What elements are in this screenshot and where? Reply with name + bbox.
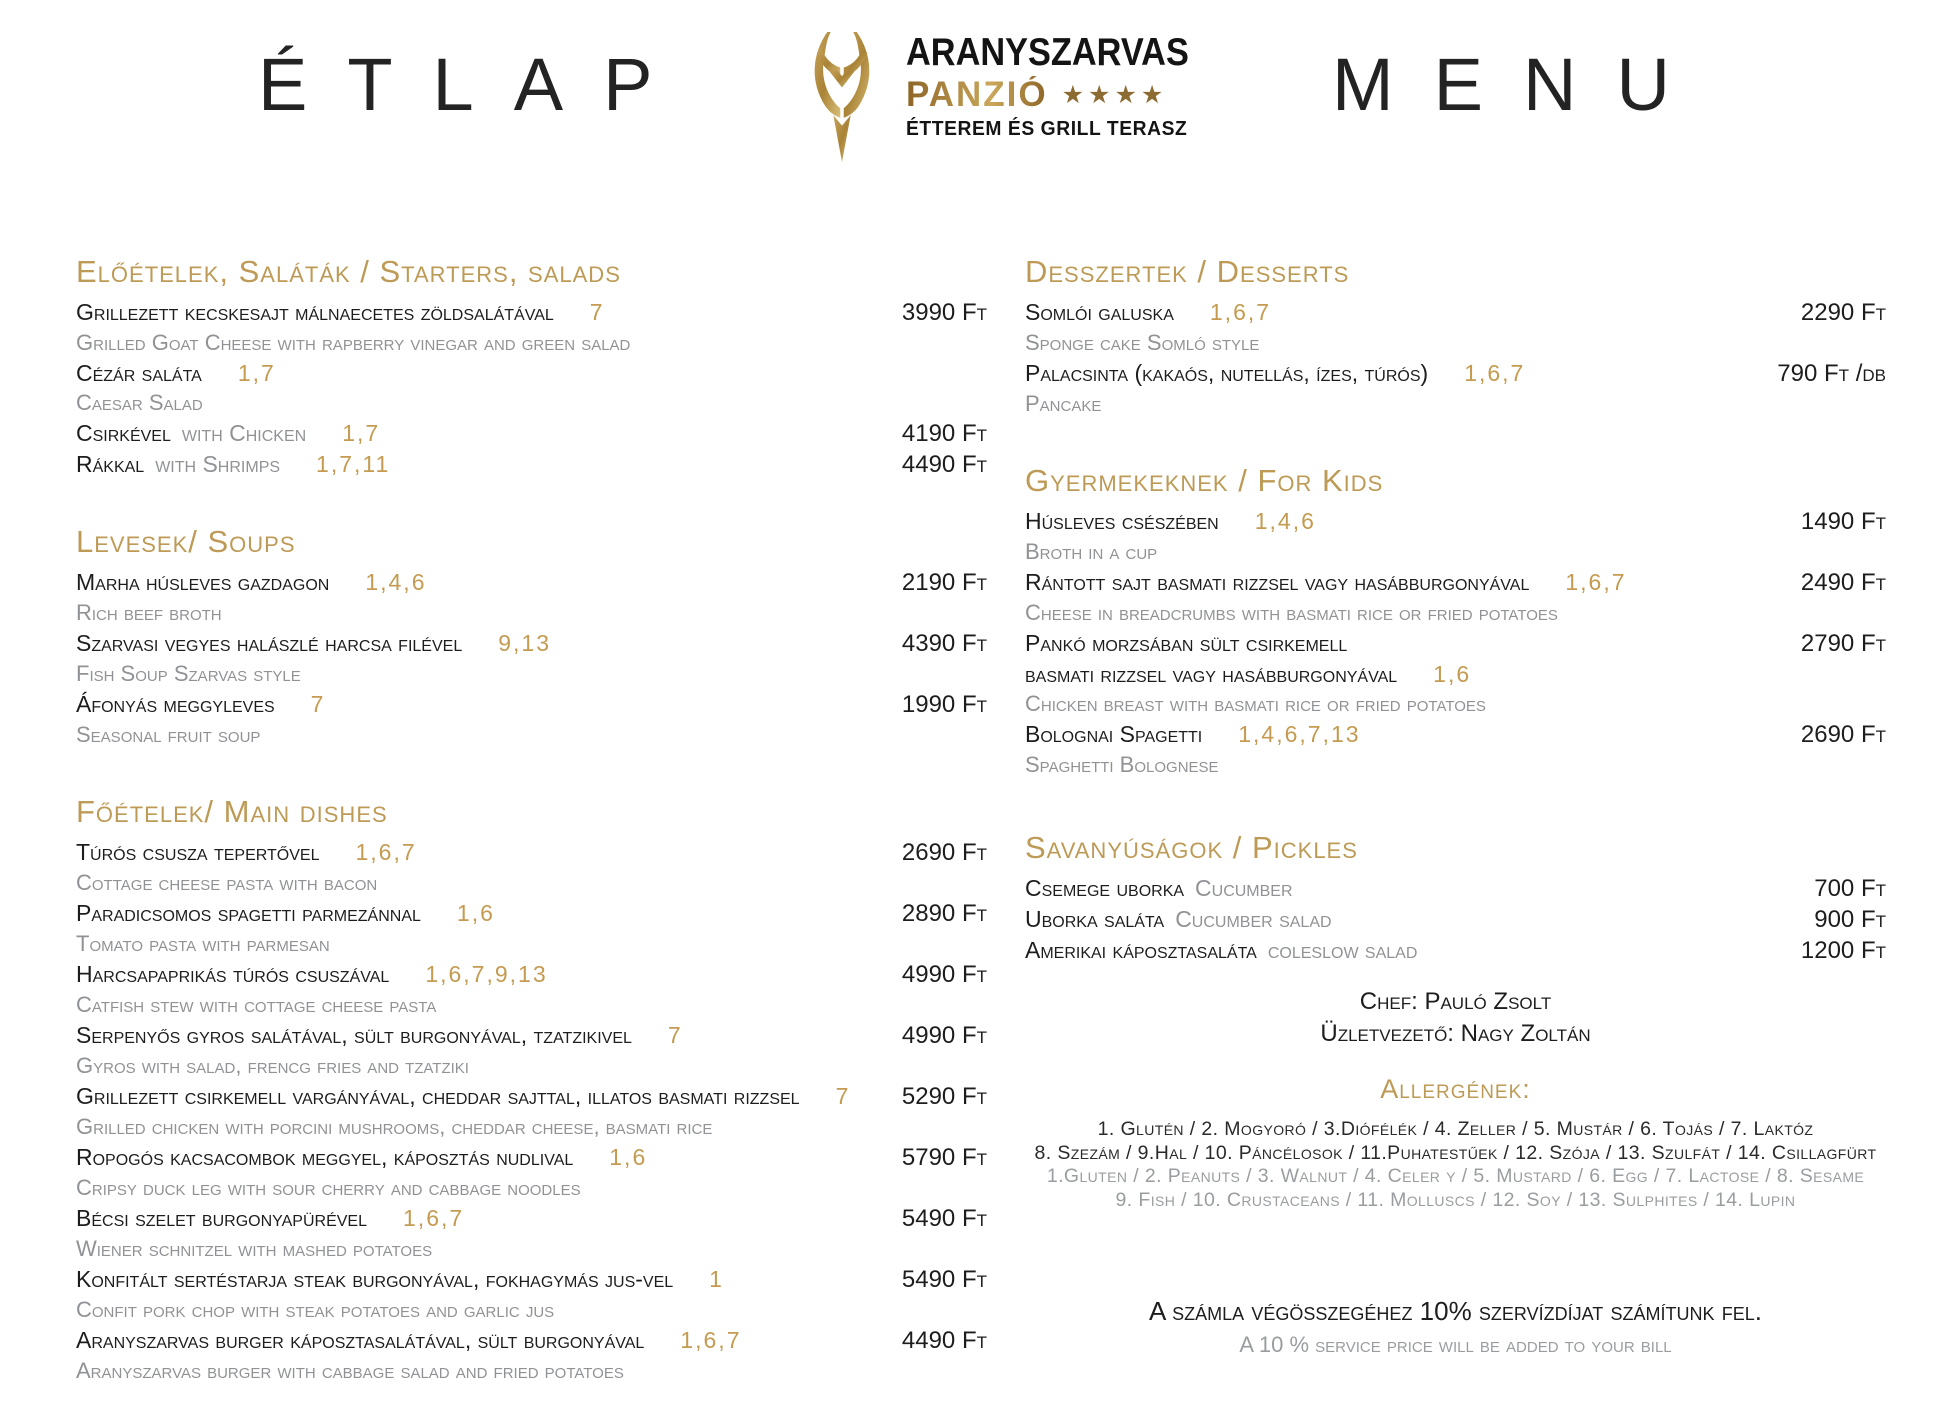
dish-name: Konfitált sertéstarja steak burgonyával, fokhagymás jus-vel	[76, 1266, 674, 1292]
dish-allergen-numbers: 1,6,7	[1209, 299, 1272, 325]
dish-price: 1200 Ft	[1800, 937, 1886, 964]
dish-allergen-numbers: 1,6,7	[355, 839, 417, 865]
dish-allergen-numbers: 1,6,7,9,13	[425, 961, 548, 987]
dish-price: 4390 Ft	[901, 630, 987, 657]
four-stars-icon: ★★★★	[1061, 80, 1168, 109]
dish-price: 4490 Ft	[901, 1327, 987, 1354]
dish-allergen-numbers: 7	[667, 1022, 683, 1048]
dish-name: Aranyszarvas burger káposztasalátával, sült burgonyával	[76, 1327, 645, 1353]
allergen-legend-title: Allergének:	[1380, 1074, 1531, 1104]
dish-name: Szarvasi vegyes halászlé harcsa filével	[76, 630, 463, 656]
dish-price: 1990 Ft	[901, 691, 987, 718]
desserts-list	[1025, 297, 1886, 419]
dish-name: Cézár saláta	[76, 360, 202, 386]
dish-price: 4990 Ft	[901, 961, 987, 988]
menu-item	[76, 628, 987, 689]
dish-allergen-numbers: 7	[589, 299, 605, 325]
page-title-english: MENU	[1332, 43, 1710, 126]
menu-item-line	[76, 1081, 987, 1112]
dish-name: Uborka saláta	[1025, 906, 1165, 932]
dish-description-english: Confit pork chop with steak potatoes and garlic jus	[76, 1297, 555, 1322]
dish-description-english: Fish Soup Szarvas style	[76, 661, 301, 686]
menu-item-line	[1025, 567, 1886, 598]
dish-description-english: Catfish stew with cottage cheese pasta	[76, 992, 437, 1017]
menu-item	[76, 898, 987, 959]
starters-list	[76, 297, 987, 480]
dish-description-english: Spaghetti Bolognese	[1025, 752, 1219, 777]
dish-allergen-numbers: 1,6	[609, 1144, 648, 1170]
menu-item-line	[1025, 506, 1886, 537]
menu-item-line	[76, 1020, 987, 1051]
dish-name: Áfonyás meggyleves	[76, 691, 275, 717]
dish-name: Amerikai káposztasaláta	[1025, 937, 1257, 963]
section-heading-desserts: Desszertek / Desserts	[1025, 254, 1350, 289]
dish-description-english: Pancake	[1025, 391, 1102, 416]
menu-item	[76, 689, 987, 750]
dish-price: 4190 Ft	[901, 420, 987, 447]
for-kids-list	[1025, 506, 1886, 780]
dish-allergen-numbers: 1,6	[456, 900, 495, 926]
allergen-line-en-1: 1.Gluten / 2. Peanuts / 3. Walnut / 4. Celer y / 5. Mustard / 6. Egg / 7. Lactose / 8. Sesame	[1046, 1165, 1865, 1187]
dish-description-english: Cripsy duck leg with sour cherry and cabbage noodles	[76, 1175, 581, 1200]
dish-description-english: Grilled chicken with porcini mushrooms, cheddar cheese, basmati rice	[76, 1114, 713, 1139]
service-charge-note	[1025, 1296, 1886, 1360]
allergen-line-en-2: 9. Fish / 10. Crustaceans / 11. Molluscs / 12. Soy / 13. Sulphites / 14. Lupin	[1115, 1188, 1796, 1211]
menu-item-line	[1025, 659, 1886, 689]
dish-description-english: Aranyszarvas burger with cabbage salad and fried potatoes	[76, 1358, 624, 1383]
menu-item	[76, 837, 987, 898]
menu-item-line	[1025, 935, 1886, 966]
menu-item	[76, 418, 987, 449]
menu-item	[76, 297, 987, 358]
menu-item-line	[76, 449, 987, 480]
dish-name: Ropogós kacsacombok meggyel, káposztás nudlival	[76, 1144, 574, 1170]
dish-name: Húsleves csészében	[1025, 508, 1219, 534]
dish-name: Rákkal	[76, 451, 145, 477]
menu-left-column	[76, 256, 987, 1386]
dish-name: Serpenyős gyros salátával, sült burgonyával, tzatzikivel	[76, 1022, 632, 1048]
pickles-list	[1025, 873, 1886, 966]
menu-item-line	[1025, 719, 1886, 750]
menu-item-line	[76, 628, 987, 659]
logo-hotel-name: ARANYSZARVAS	[906, 31, 1189, 74]
logo-text-block	[906, 32, 1227, 140]
menu-item-line	[76, 418, 987, 449]
menu-item	[1025, 567, 1886, 628]
dish-name-english-inline: with Shrimps	[155, 451, 281, 477]
section-heading-pickles: Savanyúságok / Pickles	[1025, 830, 1358, 865]
service-note-english: A 10 % service price will be added to your bill	[1239, 1332, 1672, 1357]
menu-item-line	[76, 1325, 987, 1356]
dish-name: Harcsapaprikás túrós csuszával	[76, 961, 390, 987]
menu-item-line	[76, 837, 987, 868]
menu-item	[76, 1325, 987, 1386]
menu-item-line	[1025, 873, 1886, 904]
restaurant-logo	[798, 32, 1227, 162]
menu-item	[76, 358, 987, 418]
dish-price: 900 Ft	[1814, 906, 1886, 933]
dish-description-english: Broth in a cup	[1025, 539, 1158, 564]
page-title-hungarian: ÉTLAP	[258, 43, 693, 126]
dish-name: Bolognai Spagetti	[1025, 721, 1203, 747]
menu-item-line	[76, 1264, 987, 1295]
section-heading-for-kids: Gyermekeknek / For Kids	[1025, 463, 1384, 498]
dish-name: Bécsi szelet burgonyapürével	[76, 1205, 368, 1231]
menu-item	[1025, 358, 1886, 419]
dish-allergen-numbers: 1	[709, 1266, 724, 1292]
dish-name: Rántott sajt basmati rizzsel vagy hasábburgonyával	[1025, 569, 1530, 595]
dish-allergen-numbers: 7	[310, 691, 326, 717]
staff-block	[1025, 986, 1886, 1050]
dish-name: Marha húsleves gazdagon	[76, 569, 330, 595]
dish-description-english: Seasonal fruit soup	[76, 722, 261, 747]
menu-item	[1025, 935, 1886, 966]
dish-name-english-inline: with Chicken	[181, 420, 307, 446]
menu-item	[1025, 506, 1886, 567]
dish-price: 5490 Ft	[901, 1266, 987, 1293]
menu-item-line	[76, 1203, 987, 1234]
dish-description-english: Rich beef broth	[76, 600, 222, 625]
dish-description-english: Wiener schnitzel with mashed potatoes	[76, 1236, 433, 1261]
dish-name: Pankó morzsában sült csirkemell	[1025, 630, 1348, 656]
dish-price: 2690 Ft	[1800, 721, 1886, 748]
dish-name: Somlói galuska	[1025, 299, 1174, 325]
menu-item	[76, 449, 987, 480]
dish-price: 4490 Ft	[901, 451, 987, 478]
dish-name-english-inline: coleslow salad	[1267, 937, 1418, 963]
dish-allergen-numbers: 1,6,7	[680, 1327, 742, 1353]
dish-allergen-numbers: 1,4,6	[365, 569, 427, 595]
menu-item-line	[76, 297, 987, 328]
menu-item	[1025, 628, 1886, 659]
dish-allergen-numbers: 1,7	[237, 360, 276, 386]
dish-price: 2190 Ft	[901, 569, 987, 596]
dish-name-english-inline: Cucumber salad	[1175, 906, 1332, 932]
allergen-legend	[1025, 1074, 1886, 1212]
menu-item-line	[76, 567, 987, 598]
dish-name-english-inline: Cucumber	[1195, 875, 1293, 901]
dish-name: Csirkével	[76, 420, 171, 446]
dish-allergen-numbers: 1,7	[342, 420, 381, 446]
allergen-line-hu-2: 8. Szezám / 9.Hal / 10. Páncélosok / 11.Puhatestűek / 12. Szója / 13. Szulfát / 14. Csillagfürt	[1034, 1141, 1877, 1164]
dish-price: 790 Ft /db	[1777, 360, 1886, 387]
dish-description-english: Chicken breast with basmati rice or fried potatoes	[1025, 691, 1486, 716]
menu-item	[76, 1142, 987, 1203]
menu-item-line	[76, 1142, 987, 1173]
section-starters	[76, 256, 987, 480]
deer-antlers-icon	[798, 32, 886, 162]
dish-price: 5290 Ft	[901, 1083, 987, 1110]
menu-item-line	[1025, 628, 1886, 659]
menu-item	[76, 1203, 987, 1264]
dish-description-english: Caesar Salad	[76, 390, 203, 415]
dish-allergen-numbers: 1,6,7	[403, 1205, 465, 1231]
dish-price: 700 Ft	[1814, 875, 1886, 902]
dish-allergen-numbers: 1,6	[1433, 661, 1472, 687]
dish-allergen-numbers: 9,13	[498, 630, 551, 656]
dish-allergen-numbers: 1,4,6	[1254, 508, 1316, 534]
dish-price: 4990 Ft	[901, 1022, 987, 1049]
menu-item	[76, 1081, 987, 1142]
dish-allergen-numbers: 1,6,7	[1565, 569, 1627, 595]
chef-name: Chef: Pauló Zsolt	[1359, 988, 1552, 1015]
dish-price: 2890 Ft	[901, 900, 987, 927]
allergen-line-hu-1: 1. Glutén / 2. Mogyoró / 3.Diófélék / 4. Zeller / 5. Mustár / 6. Tojás / 7. Laktóz	[1097, 1118, 1814, 1140]
section-for-kids	[1025, 465, 1886, 780]
dish-name: Paradicsomos spagetti parmezánnal	[76, 900, 421, 926]
section-heading-soups: Levesek/ Soups	[76, 524, 296, 559]
dish-name: Csemege uborka	[1025, 875, 1185, 901]
dish-allergen-numbers: 1,7,11	[316, 451, 391, 477]
section-soups	[76, 526, 987, 750]
menu-item-line	[76, 898, 987, 929]
section-main-dishes	[76, 796, 987, 1386]
menu-item-line	[76, 959, 987, 990]
menu-right-column	[1025, 256, 1886, 1360]
menu-item	[76, 567, 987, 628]
menu-item	[76, 959, 987, 1020]
menu-item	[1025, 873, 1886, 904]
menu-item-line	[76, 358, 987, 388]
section-pickles	[1025, 832, 1886, 966]
dish-price: 3990 Ft	[901, 299, 987, 326]
dish-price: 2690 Ft	[901, 839, 987, 866]
manager-name: Üzletvezető: Nagy Zoltán	[1320, 1020, 1591, 1047]
dish-price: 2290 Ft	[1800, 299, 1886, 326]
dish-name: Palacsinta (kakaós, nutellás, ízes, túrós)	[1025, 360, 1429, 386]
dish-name: basmati rizzsel vagy hasábburgonyával	[1025, 661, 1398, 687]
menu-item	[1025, 904, 1886, 935]
menu-item	[1025, 659, 1886, 719]
menu-item-line	[1025, 358, 1886, 389]
dish-allergen-numbers: 7	[835, 1083, 851, 1109]
dish-price: 2490 Ft	[1800, 569, 1886, 596]
menu-item	[76, 1020, 987, 1081]
dish-allergen-numbers: 1,6,7	[1464, 360, 1526, 386]
dish-name: Túrós csusza tepertővel	[76, 839, 320, 865]
dish-description-english: Cheese in breadcrumbs with basmati rice or fried potatoes	[1025, 600, 1558, 625]
menu-item	[1025, 297, 1886, 358]
service-note-hungarian: A számla végösszegéhez 10% szervízdíjat számítunk fel.	[1149, 1296, 1762, 1326]
menu-item	[1025, 719, 1886, 780]
soups-list	[76, 567, 987, 750]
dish-description-english: Tomato pasta with parmesan	[76, 931, 330, 956]
dish-description-english: Sponge cake Somló style	[1025, 330, 1260, 355]
logo-panzio-label: PANZIÓ	[906, 75, 1048, 115]
dish-description-english: Grilled Goat Cheese with rapberry vinegar and green salad	[76, 330, 631, 355]
menu-item-line	[1025, 904, 1886, 935]
dish-name: Grillezett kecskesajt málnaecetes zöldsalátával	[76, 299, 554, 325]
section-heading-main-dishes: Főételek/ Main dishes	[76, 794, 388, 829]
menu-item	[76, 1264, 987, 1325]
menu-item-line	[76, 689, 987, 720]
dish-price: 2790 Ft	[1800, 630, 1886, 657]
dish-price: 1490 Ft	[1800, 508, 1886, 535]
dish-description-english: Cottage cheese pasta with bacon	[76, 870, 378, 895]
dish-name: Grillezett csirkemell vargányával, cheddar sajttal, illatos basmati rizzsel	[76, 1083, 800, 1109]
dish-price: 5490 Ft	[901, 1205, 987, 1232]
dish-price: 5790 Ft	[901, 1144, 987, 1171]
dish-description-english: Gyros with salad, frencg fries and tzatziki	[76, 1053, 469, 1078]
section-desserts	[1025, 256, 1886, 419]
section-heading-starters: Előételek, Saláták / Starters, salads	[76, 254, 621, 289]
dish-allergen-numbers: 1,4,6,7,13	[1238, 721, 1361, 747]
menu-item-line	[1025, 297, 1886, 328]
main-dishes-list	[76, 837, 987, 1386]
logo-tagline: ÉTTEREM ÉS GRILL TERASZ	[906, 116, 1188, 140]
